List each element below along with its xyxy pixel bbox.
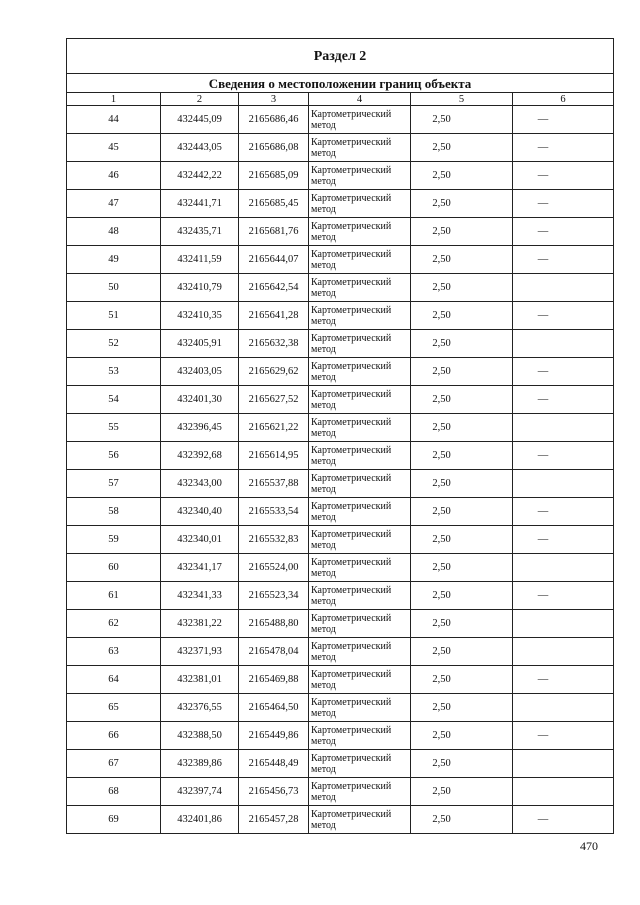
y-coordinate: 2165457,28	[239, 806, 309, 834]
column-number: 2	[161, 93, 239, 106]
x-coordinate: 432405,91	[161, 330, 239, 358]
accuracy-cell: 2,50	[411, 722, 513, 750]
column-number: 5	[411, 93, 513, 106]
table-row	[67, 274, 614, 302]
table-title-row	[67, 74, 614, 93]
x-coordinate: 432410,35	[161, 302, 239, 330]
y-coordinate: 2165449,86	[239, 722, 309, 750]
note-cell: —	[513, 218, 614, 246]
accuracy-cell: 2,50	[411, 246, 513, 274]
x-coordinate: 432343,00	[161, 470, 239, 498]
method-cell: Картометрический метод	[309, 526, 411, 554]
table-row	[67, 134, 614, 162]
method-cell: Картометрический метод	[309, 106, 411, 134]
point-number: 47	[67, 190, 161, 218]
x-coordinate: 432401,30	[161, 386, 239, 414]
accuracy-cell: 2,50	[411, 330, 513, 358]
y-coordinate: 2165614,95	[239, 442, 309, 470]
y-coordinate: 2165686,46	[239, 106, 309, 134]
table-title: Сведения о местоположении границ объекта	[67, 74, 614, 93]
point-number: 49	[67, 246, 161, 274]
table-row	[67, 750, 614, 778]
method-cell: Картометрический метод	[309, 722, 411, 750]
accuracy-cell: 2,50	[411, 778, 513, 806]
table-row	[67, 666, 614, 694]
table-row	[67, 302, 614, 330]
note-cell: —	[513, 386, 614, 414]
x-coordinate: 432341,17	[161, 554, 239, 582]
note-cell: —	[513, 134, 614, 162]
method-cell: Картометрический метод	[309, 666, 411, 694]
x-coordinate: 432381,01	[161, 666, 239, 694]
table-row	[67, 694, 614, 722]
column-number: 6	[513, 93, 614, 106]
method-cell: Картометрический метод	[309, 582, 411, 610]
y-coordinate: 2165642,54	[239, 274, 309, 302]
table-row	[67, 106, 614, 134]
point-number: 56	[67, 442, 161, 470]
method-cell: Картометрический метод	[309, 694, 411, 722]
point-number: 44	[67, 106, 161, 134]
x-coordinate: 432340,01	[161, 526, 239, 554]
table-row	[67, 162, 614, 190]
y-coordinate: 2165469,88	[239, 666, 309, 694]
point-number: 53	[67, 358, 161, 386]
table-row	[67, 554, 614, 582]
table-row	[67, 638, 614, 666]
x-coordinate: 432445,09	[161, 106, 239, 134]
y-coordinate: 2165627,52	[239, 386, 309, 414]
y-coordinate: 2165686,08	[239, 134, 309, 162]
y-coordinate: 2165464,50	[239, 694, 309, 722]
point-number: 57	[67, 470, 161, 498]
y-coordinate: 2165685,09	[239, 162, 309, 190]
note-cell: —	[513, 190, 614, 218]
x-coordinate: 432403,05	[161, 358, 239, 386]
table-row	[67, 358, 614, 386]
x-coordinate: 432443,05	[161, 134, 239, 162]
section-title: Раздел 2	[67, 39, 614, 74]
y-coordinate: 2165621,22	[239, 414, 309, 442]
method-cell: Картометрический метод	[309, 274, 411, 302]
accuracy-cell: 2,50	[411, 666, 513, 694]
table-row	[67, 442, 614, 470]
point-number: 64	[67, 666, 161, 694]
method-cell: Картометрический метод	[309, 442, 411, 470]
accuracy-cell: 2,50	[411, 582, 513, 610]
table-row	[67, 190, 614, 218]
y-coordinate: 2165629,62	[239, 358, 309, 386]
x-coordinate: 432389,86	[161, 750, 239, 778]
table-row	[67, 498, 614, 526]
y-coordinate: 2165448,49	[239, 750, 309, 778]
column-number: 4	[309, 93, 411, 106]
y-coordinate: 2165685,45	[239, 190, 309, 218]
method-cell: Картометрический метод	[309, 554, 411, 582]
table-row	[67, 582, 614, 610]
accuracy-cell: 2,50	[411, 442, 513, 470]
x-coordinate: 432411,59	[161, 246, 239, 274]
point-number: 65	[67, 694, 161, 722]
table-row	[67, 386, 614, 414]
note-cell: —	[513, 498, 614, 526]
accuracy-cell: 2,50	[411, 750, 513, 778]
accuracy-cell: 2,50	[411, 190, 513, 218]
section-title-row	[67, 39, 614, 74]
note-cell	[513, 414, 614, 442]
point-number: 48	[67, 218, 161, 246]
page-number: 470	[580, 839, 598, 853]
accuracy-cell: 2,50	[411, 218, 513, 246]
method-cell: Картометрический метод	[309, 638, 411, 666]
method-cell: Картометрический метод	[309, 162, 411, 190]
point-number: 59	[67, 526, 161, 554]
point-number: 55	[67, 414, 161, 442]
point-number: 66	[67, 722, 161, 750]
accuracy-cell: 2,50	[411, 274, 513, 302]
note-cell	[513, 778, 614, 806]
y-coordinate: 2165632,38	[239, 330, 309, 358]
y-coordinate: 2165456,73	[239, 778, 309, 806]
method-cell: Картометрический метод	[309, 806, 411, 834]
method-cell: Картометрический метод	[309, 778, 411, 806]
x-coordinate: 432396,45	[161, 414, 239, 442]
method-cell: Картометрический метод	[309, 246, 411, 274]
y-coordinate: 2165644,07	[239, 246, 309, 274]
y-coordinate: 2165681,76	[239, 218, 309, 246]
note-cell: —	[513, 526, 614, 554]
note-cell: —	[513, 582, 614, 610]
column-number-row	[67, 93, 614, 106]
accuracy-cell: 2,50	[411, 162, 513, 190]
column-number: 3	[239, 93, 309, 106]
point-number: 46	[67, 162, 161, 190]
table-row	[67, 722, 614, 750]
y-coordinate: 2165533,54	[239, 498, 309, 526]
method-cell: Картометрический метод	[309, 302, 411, 330]
note-cell: —	[513, 806, 614, 834]
note-cell: —	[513, 666, 614, 694]
y-coordinate: 2165488,80	[239, 610, 309, 638]
point-number: 58	[67, 498, 161, 526]
accuracy-cell: 2,50	[411, 806, 513, 834]
table-row	[67, 806, 614, 834]
column-number: 1	[67, 93, 161, 106]
y-coordinate: 2165532,83	[239, 526, 309, 554]
note-cell	[513, 610, 614, 638]
point-number: 51	[67, 302, 161, 330]
note-cell: —	[513, 722, 614, 750]
method-cell: Картометрический метод	[309, 190, 411, 218]
point-number: 68	[67, 778, 161, 806]
x-coordinate: 432388,50	[161, 722, 239, 750]
method-cell: Картометрический метод	[309, 358, 411, 386]
point-number: 50	[67, 274, 161, 302]
table-row	[67, 218, 614, 246]
method-cell: Картометрический метод	[309, 134, 411, 162]
point-number: 60	[67, 554, 161, 582]
x-coordinate: 432397,74	[161, 778, 239, 806]
x-coordinate: 432381,22	[161, 610, 239, 638]
note-cell	[513, 638, 614, 666]
point-number: 52	[67, 330, 161, 358]
accuracy-cell: 2,50	[411, 610, 513, 638]
y-coordinate: 2165537,88	[239, 470, 309, 498]
table-row	[67, 526, 614, 554]
note-cell: —	[513, 442, 614, 470]
y-coordinate: 2165524,00	[239, 554, 309, 582]
note-cell: —	[513, 162, 614, 190]
accuracy-cell: 2,50	[411, 694, 513, 722]
table-row	[67, 330, 614, 358]
point-number: 61	[67, 582, 161, 610]
accuracy-cell: 2,50	[411, 414, 513, 442]
method-cell: Картометрический метод	[309, 330, 411, 358]
note-cell	[513, 554, 614, 582]
accuracy-cell: 2,50	[411, 134, 513, 162]
x-coordinate: 432376,55	[161, 694, 239, 722]
document-sheet	[66, 38, 613, 834]
method-cell: Картометрический метод	[309, 414, 411, 442]
x-coordinate: 432441,71	[161, 190, 239, 218]
x-coordinate: 432442,22	[161, 162, 239, 190]
boundary-table	[66, 38, 614, 834]
method-cell: Картометрический метод	[309, 470, 411, 498]
point-number: 63	[67, 638, 161, 666]
note-cell: —	[513, 358, 614, 386]
accuracy-cell: 2,50	[411, 638, 513, 666]
x-coordinate: 432435,71	[161, 218, 239, 246]
note-cell: —	[513, 106, 614, 134]
accuracy-cell: 2,50	[411, 358, 513, 386]
y-coordinate: 2165523,34	[239, 582, 309, 610]
point-number: 67	[67, 750, 161, 778]
table-row	[67, 778, 614, 806]
note-cell	[513, 470, 614, 498]
note-cell: —	[513, 246, 614, 274]
table-row	[67, 246, 614, 274]
accuracy-cell: 2,50	[411, 470, 513, 498]
accuracy-cell: 2,50	[411, 526, 513, 554]
point-number: 62	[67, 610, 161, 638]
point-number: 45	[67, 134, 161, 162]
note-cell	[513, 330, 614, 358]
method-cell: Картометрический метод	[309, 610, 411, 638]
x-coordinate: 432371,93	[161, 638, 239, 666]
note-cell	[513, 274, 614, 302]
accuracy-cell: 2,50	[411, 498, 513, 526]
y-coordinate: 2165641,28	[239, 302, 309, 330]
method-cell: Картометрический метод	[309, 750, 411, 778]
point-number: 69	[67, 806, 161, 834]
y-coordinate: 2165478,04	[239, 638, 309, 666]
x-coordinate: 432341,33	[161, 582, 239, 610]
table-row	[67, 414, 614, 442]
method-cell: Картометрический метод	[309, 498, 411, 526]
table-row	[67, 470, 614, 498]
accuracy-cell: 2,50	[411, 302, 513, 330]
note-cell: —	[513, 302, 614, 330]
note-cell	[513, 750, 614, 778]
note-cell	[513, 694, 614, 722]
x-coordinate: 432392,68	[161, 442, 239, 470]
accuracy-cell: 2,50	[411, 386, 513, 414]
point-number: 54	[67, 386, 161, 414]
x-coordinate: 432401,86	[161, 806, 239, 834]
x-coordinate: 432410,79	[161, 274, 239, 302]
accuracy-cell: 2,50	[411, 106, 513, 134]
method-cell: Картометрический метод	[309, 386, 411, 414]
method-cell: Картометрический метод	[309, 218, 411, 246]
table-row	[67, 610, 614, 638]
accuracy-cell: 2,50	[411, 554, 513, 582]
x-coordinate: 432340,40	[161, 498, 239, 526]
